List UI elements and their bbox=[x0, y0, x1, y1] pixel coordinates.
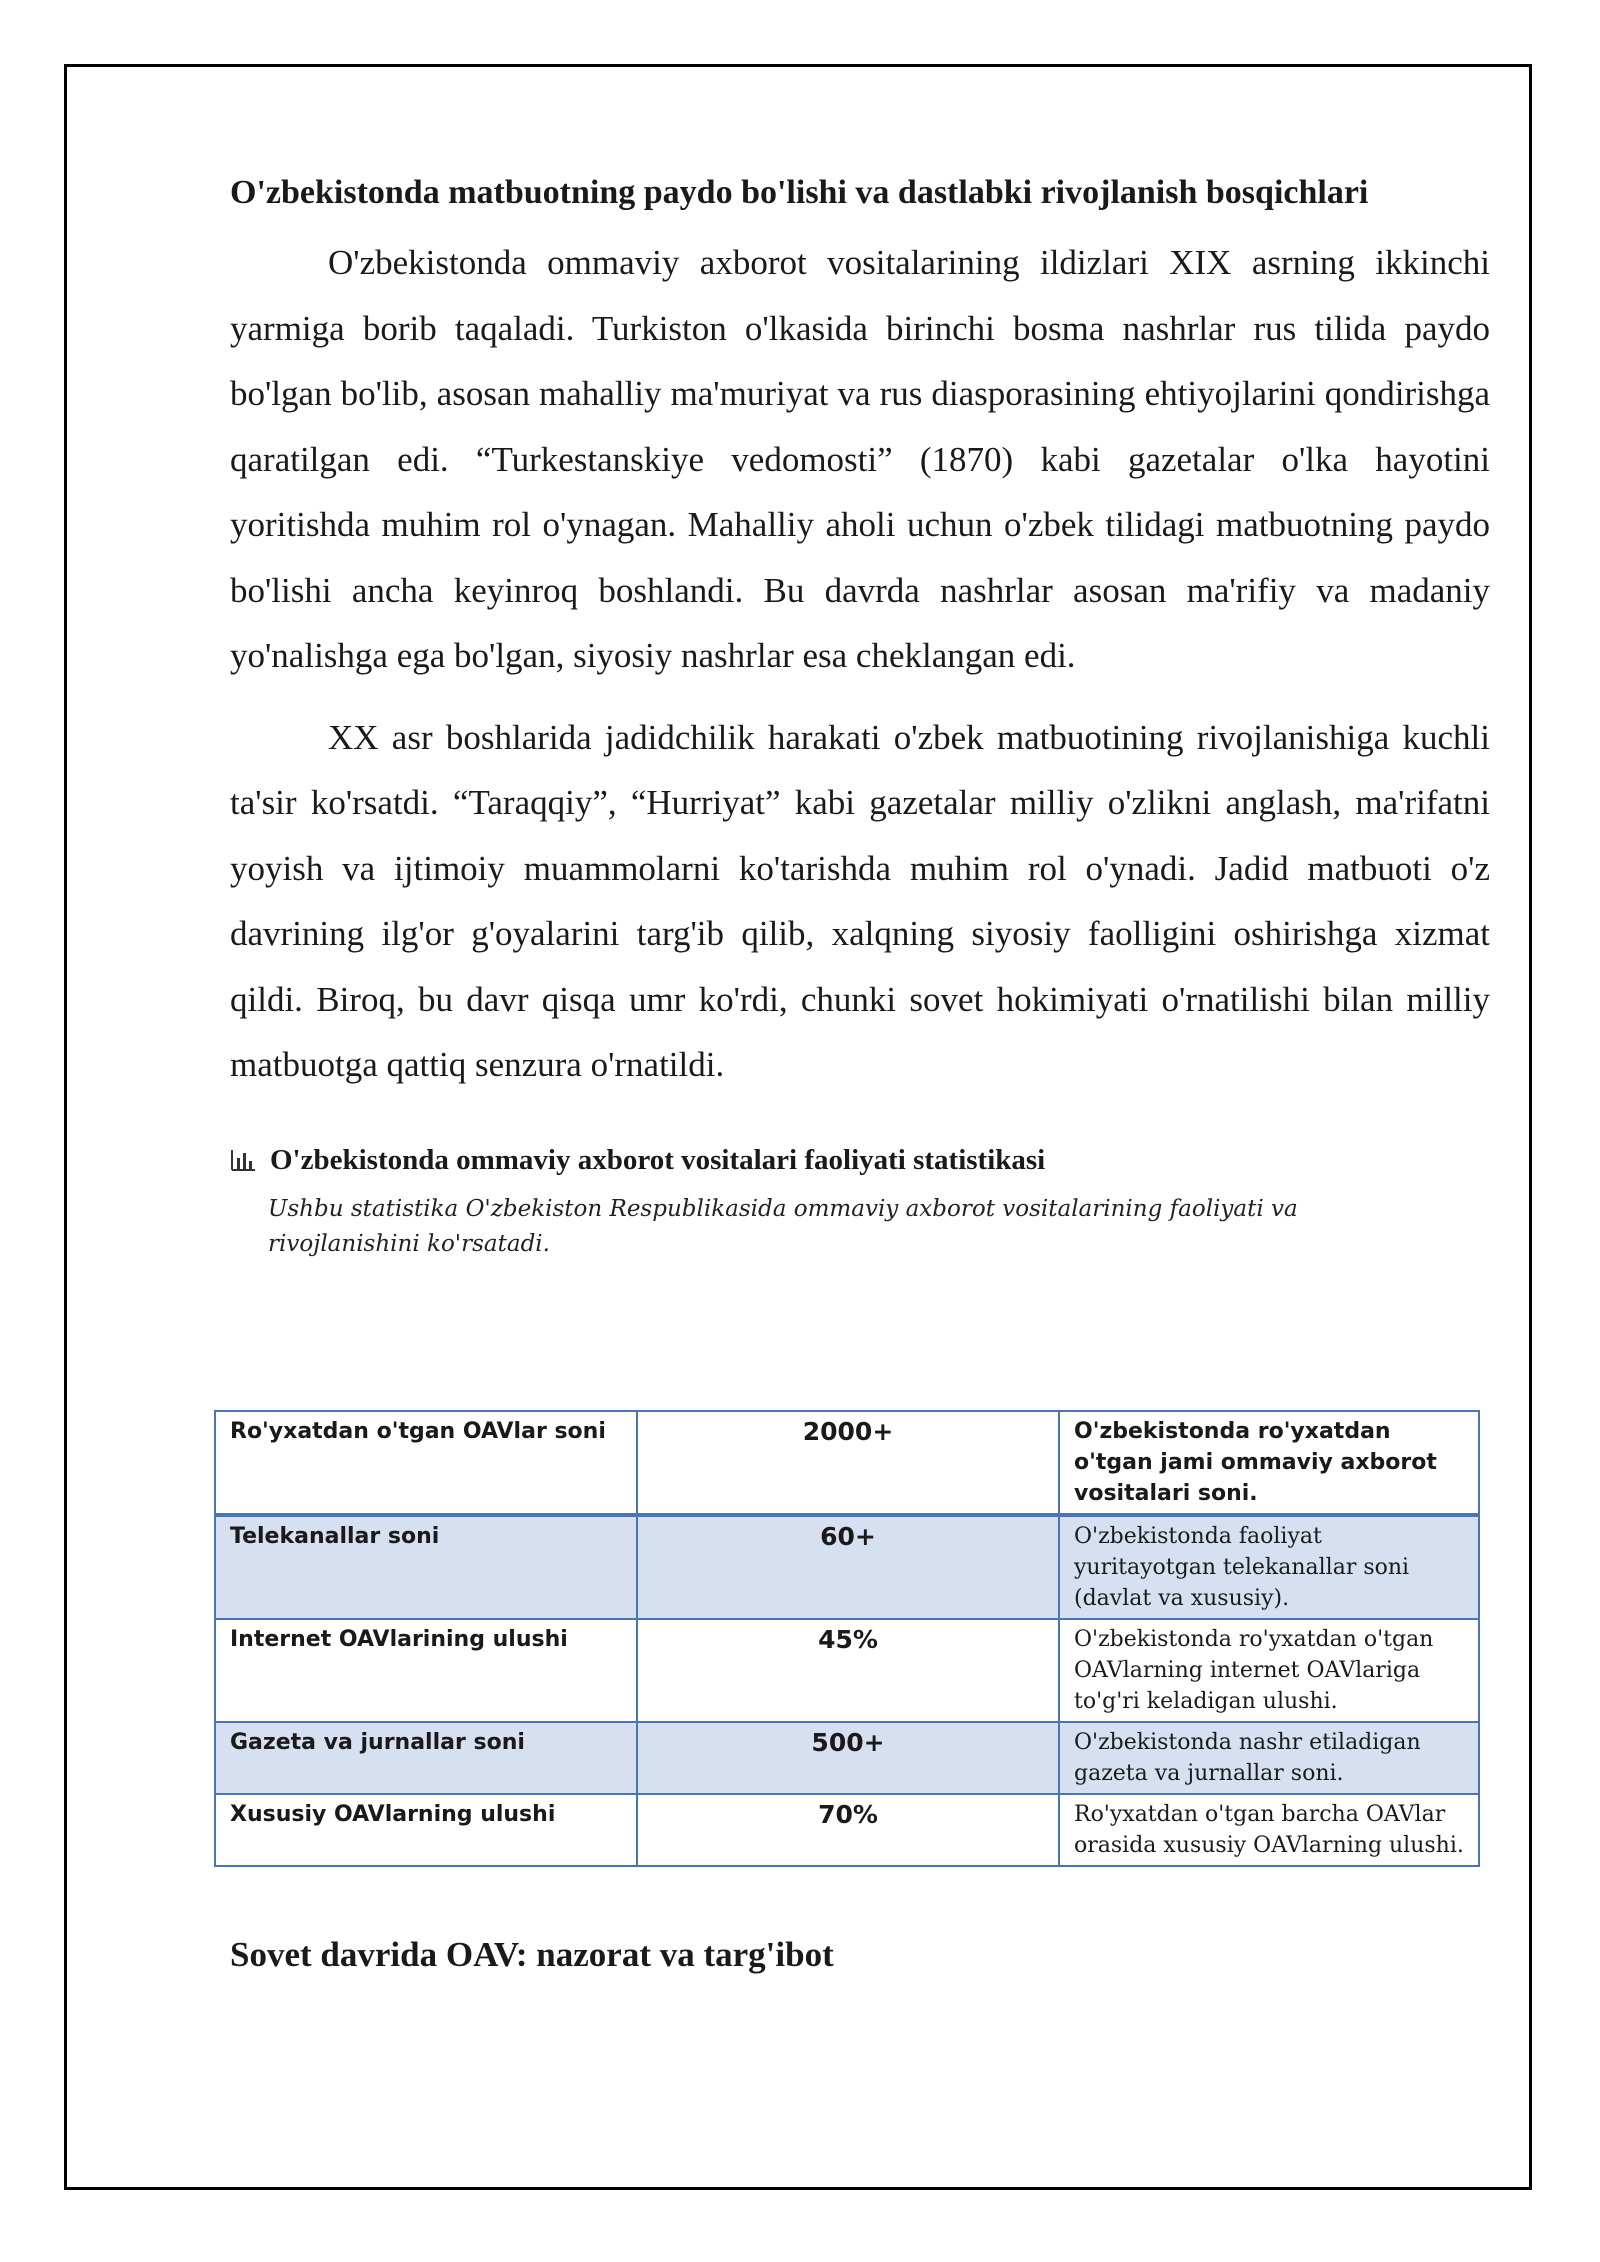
table-cell-label: Ro'yxatdan o'tgan OAVlar soni bbox=[215, 1411, 637, 1515]
table-cell-label: Telekanallar soni bbox=[215, 1515, 637, 1619]
table-cell-description: Ro'yxatdan o'tgan barcha OAVlar orasida xususiy OAVlarning ulushi. bbox=[1059, 1794, 1479, 1866]
table-row bbox=[215, 1619, 1479, 1722]
table-row bbox=[215, 1722, 1479, 1794]
document-body bbox=[230, 168, 1490, 1974]
table-row bbox=[215, 1794, 1479, 1866]
table-row bbox=[215, 1411, 1479, 1515]
table-cell-label: Gazeta va jurnallar soni bbox=[215, 1722, 637, 1794]
paragraph: O'zbekistonda ommaviy axborot vositalarining ildizlari XIX asrning ikkinchi yarmiga borib taqaladi. Turkiston o'lkasida birinchi bosma nashrlar rus tilida paydo bo'lgan bo'lib, asosan mahalliy ma'muriyat va rus diasporasining ehtiyojlarini qondirishga qaratilgan edi. “Turkestanskiye vedomosti” (1870) kabi gazetalar o'lka hayotini yoritishda muhim rol o'ynagan. Mahalliy aholi uchun o'zbek tilidagi matbuotning paydo bo'lishi ancha keyinroq boshlandi. Bu davrda nashrlar asosan ma'rifiy va madaniy yo'nalishga ega bo'lgan, siyosiy nashrlar esa cheklangan edi. bbox=[230, 243, 1490, 675]
stats-table bbox=[214, 1410, 1480, 1867]
table-row bbox=[215, 1515, 1479, 1619]
table-cell-description: O'zbekistonda nashr etiladigan gazeta va jurnallar soni. bbox=[1059, 1722, 1479, 1794]
stats-subtitle: Ushbu statistika O'zbekiston Respublikasida ommaviy axborot vositalarining faoliyati va rivojlanishini ko'rsatadi. bbox=[268, 1195, 1298, 1257]
table-cell-description: O'zbekistonda ro'yxatdan o'tgan OAVlarning internet OAVlariga to'g'ri keladigan ulushi. bbox=[1059, 1619, 1479, 1722]
stats-title bbox=[230, 1140, 1490, 1180]
table-cell-label: Xususiy OAVlarning ulushi bbox=[215, 1794, 637, 1866]
table-cell-label: Internet OAVlarining ulushi bbox=[215, 1619, 637, 1722]
table-cell-value: 70% bbox=[637, 1794, 1059, 1866]
table-cell-value: 500+ bbox=[637, 1722, 1059, 1794]
paragraph: XX asr boshlarida jadidchilik harakati o'zbek matbuotining rivojlanishiga kuchli ta'sir ko'rsatdi. “Taraqqiy”, “Hurriyat” kabi gazetalar milliy o'zlikni anglash, ma'rifatni yoyish va ijtimoiy muammolarni ko'tarishda muhim rol o'ynadi. Jadid matbuoti o'z davrining ilg'or g'oyalarini targ'ib qilib, xalqning siyosiy faolligini oshirishga xizmat qildi. Biroq, bu davr qisqa umr ko'rdi, chunki sovet hokimiyati o'rnatilishi bilan milliy matbuotga qattiq senzura o'rnatildi. bbox=[230, 717, 1490, 1084]
table-cell-value: 60+ bbox=[637, 1515, 1059, 1619]
table-cell-description: O'zbekistonda ro'yxatdan o'tgan jami ommaviy axborot vositalari soni. bbox=[1059, 1411, 1479, 1515]
table-cell-description: O'zbekistonda faoliyat yuritayotgan telekanallar soni (davlat va xususiy). bbox=[1059, 1515, 1479, 1619]
section-heading: O'zbekistonda matbuotning paydo bo'lishi va dastlabki rivojlanish bosqichlari bbox=[230, 174, 1369, 211]
table-cell-value: 45% bbox=[637, 1619, 1059, 1722]
table-cell-value: 2000+ bbox=[637, 1411, 1059, 1515]
bar-chart-icon bbox=[230, 1148, 256, 1172]
section-heading-2: Sovet davrida OAV: nazorat va targ'ibot bbox=[230, 1935, 834, 1974]
stats-title-text: O'zbekistonda ommaviy axborot vositalari faoliyati statistikasi bbox=[270, 1143, 1046, 1176]
